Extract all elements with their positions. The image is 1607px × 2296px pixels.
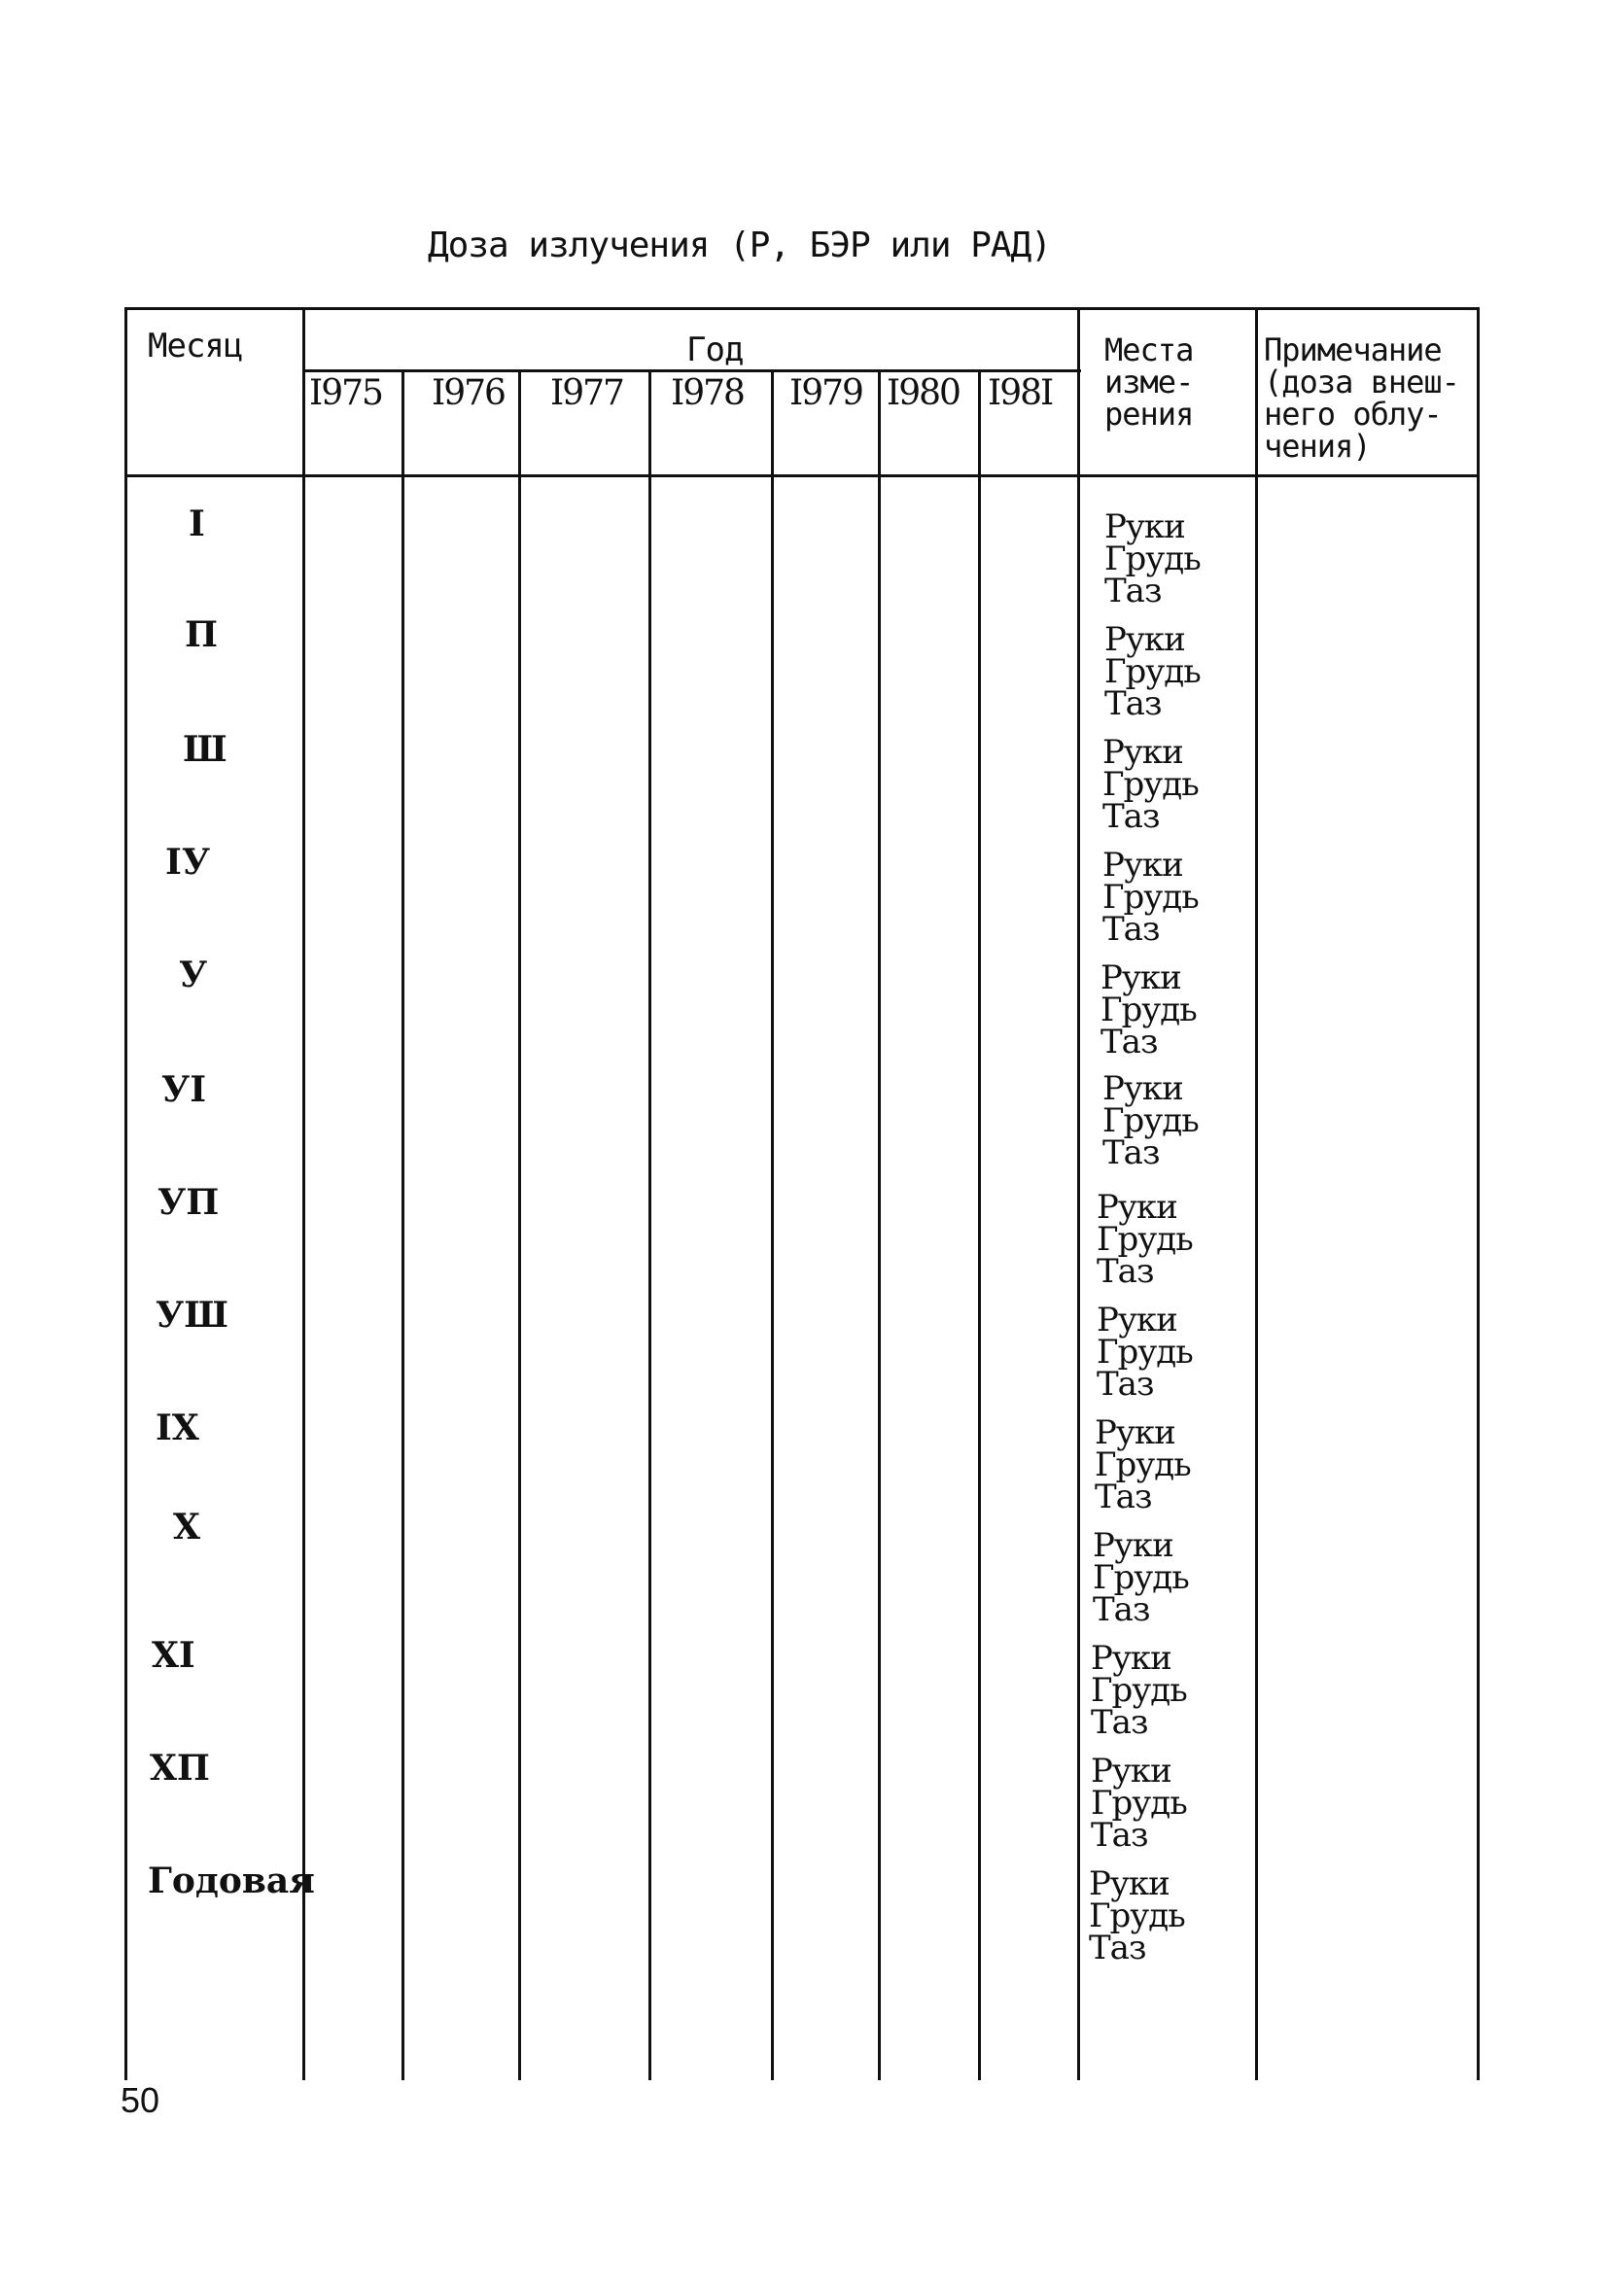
col-rule-places [1255,307,1258,2080]
measurement-places: Руки Грудь Таз [1091,1752,1187,1855]
col-rule-1976 [518,369,521,2080]
header-year-1981: I98I [988,373,1053,413]
page-title: Доза излучения (Р, БЭР или РАД) [428,226,1051,265]
month-label: XП [150,1748,210,1789]
header-note: Примечание (доза внеш- него облу- чения) [1264,331,1459,465]
month-label: УП [157,1182,220,1223]
header-month: Месяц [148,327,243,365]
month-label: X [173,1507,200,1548]
measurement-places: Руки Грудь Таз [1097,1188,1193,1291]
header-places: Места изме- рения [1104,331,1194,433]
header-year-group: Год [686,330,744,369]
measurement-places: Руки Грудь Таз [1089,1864,1185,1967]
table-top-border [124,307,1480,310]
col-rule-1979 [878,369,881,2080]
col-rule-1980 [978,369,981,2080]
month-label: УШ [156,1295,228,1336]
month-label: УI [161,1069,207,1110]
measurement-places: Руки Грудь Таз [1104,507,1201,610]
table-right-border [1477,307,1480,2080]
measurement-places: Руки Грудь Таз [1100,958,1197,1061]
header-year-1980: I980 [887,373,960,413]
col-rule-month [302,307,305,2080]
header-year-1979: I979 [789,373,862,413]
measurement-places: Руки Грудь Таз [1102,1069,1199,1172]
header-year-1977: I977 [550,373,623,413]
measurement-places: Руки Грудь Таз [1091,1639,1187,1742]
month-label: Годовая [148,1861,315,1901]
header-bottom-border [124,474,1480,477]
header-year-1978: I978 [671,373,744,413]
month-label: I [189,504,205,544]
col-rule-1977 [648,369,651,2080]
measurement-places: Руки Грудь Таз [1097,1301,1193,1404]
page-number: 50 [121,2080,160,2120]
month-label: XI [152,1635,195,1676]
measurement-places: Руки Грудь Таз [1093,1526,1189,1629]
month-label: П [185,614,218,655]
year-subheader-rule [303,369,1081,372]
col-rule-1975 [402,369,404,2080]
month-label: IX [156,1408,199,1448]
col-rule-1978 [771,369,774,2080]
col-rule-years-end [1077,307,1080,2080]
header-year-1976: I976 [432,373,505,413]
month-label: Ш [183,729,227,770]
month-label: У [179,955,208,995]
measurement-places: Руки Грудь Таз [1102,846,1199,949]
measurement-places: Руки Грудь Таз [1104,620,1201,723]
month-label: IУ [165,842,211,883]
measurement-places: Руки Грудь Таз [1095,1413,1191,1516]
table-left-border [124,307,127,2080]
header-year-1975: I975 [309,373,382,413]
measurement-places: Руки Грудь Таз [1102,733,1199,836]
